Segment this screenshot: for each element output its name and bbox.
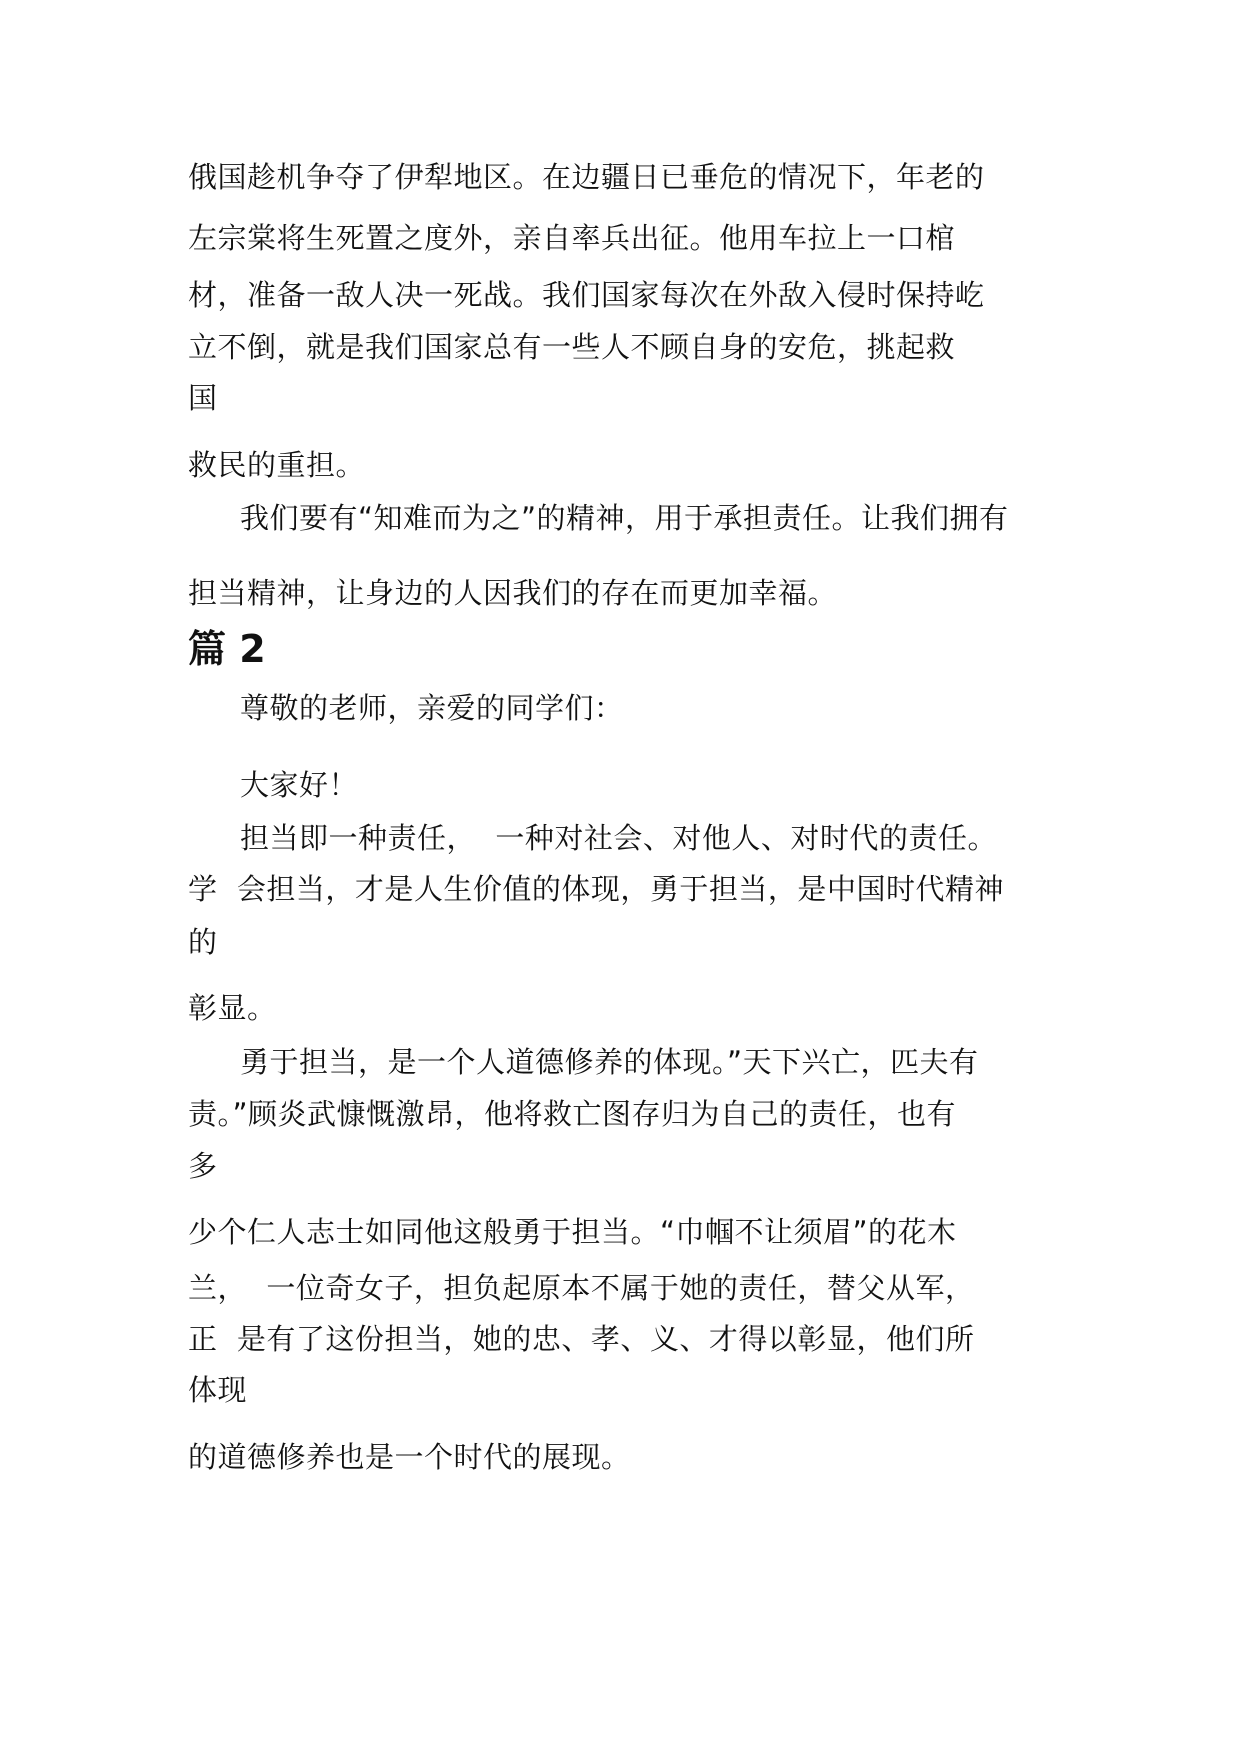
paragraph-line: 立不倒，就是我们国家总有一些人不顾自身的安危，挑起救 bbox=[188, 330, 956, 364]
paragraph-line: 正 是有了这份担当，她的忠、孝、义、才得以彰显，他们所 bbox=[188, 1322, 975, 1356]
paragraph-line: 兰， 一位奇女子，担负起原本不属于她的责任，替父从军， bbox=[188, 1271, 975, 1305]
paragraph-line: 彰显。 bbox=[188, 991, 277, 1025]
paragraph-line: 少个仁人志士如同他这般勇于担当。“巾帼不让须眉”的花木 bbox=[188, 1215, 957, 1249]
paragraph-line: 材，准备一敌人决一死战。我们国家每次在外敌入侵时保持屹 bbox=[188, 278, 985, 312]
paragraph-line: 多 bbox=[188, 1149, 218, 1183]
paragraph-line: 国 bbox=[188, 381, 218, 415]
paragraph-line: 担当即一种责任， 一种对社会、对他人、对时代的责任。 bbox=[240, 821, 997, 855]
paragraph-line: 尊敬的老师，亲爱的同学们： bbox=[240, 691, 624, 725]
section-heading: 篇 2 bbox=[188, 627, 266, 671]
paragraph-line: 的 bbox=[188, 925, 218, 959]
paragraph-line: 学 会担当，才是人生价值的体现，勇于担当，是中国时代精神 bbox=[188, 872, 1004, 906]
paragraph-line: 体现 bbox=[188, 1373, 248, 1407]
paragraph-line: 责。”顾炎武慷慨激昂，他将救亡图存归为自己的责任，也有 bbox=[188, 1097, 957, 1131]
paragraph-line: 的道德修养也是一个时代的展现。 bbox=[188, 1440, 631, 1474]
paragraph-line: 大家好！ bbox=[240, 768, 359, 802]
paragraph-line: 俄国趁机争夺了伊犁地区。在边疆日已垂危的情况下，年老的 bbox=[188, 160, 985, 194]
paragraph-line: 救民的重担。 bbox=[188, 448, 366, 482]
paragraph-line: 我们要有“知难而为之”的精神，用于承担责任。让我们拥有 bbox=[240, 501, 1009, 535]
paragraph-line: 勇于担当，是一个人道德修养的体现。”天下兴亡，匹夫有 bbox=[240, 1045, 979, 1079]
paragraph-line: 左宗棠将生死置之度外，亲自率兵出征。他用车拉上一口棺 bbox=[188, 221, 956, 255]
paragraph-line: 担当精神，让身边的人因我们的存在而更加幸福。 bbox=[188, 576, 838, 610]
